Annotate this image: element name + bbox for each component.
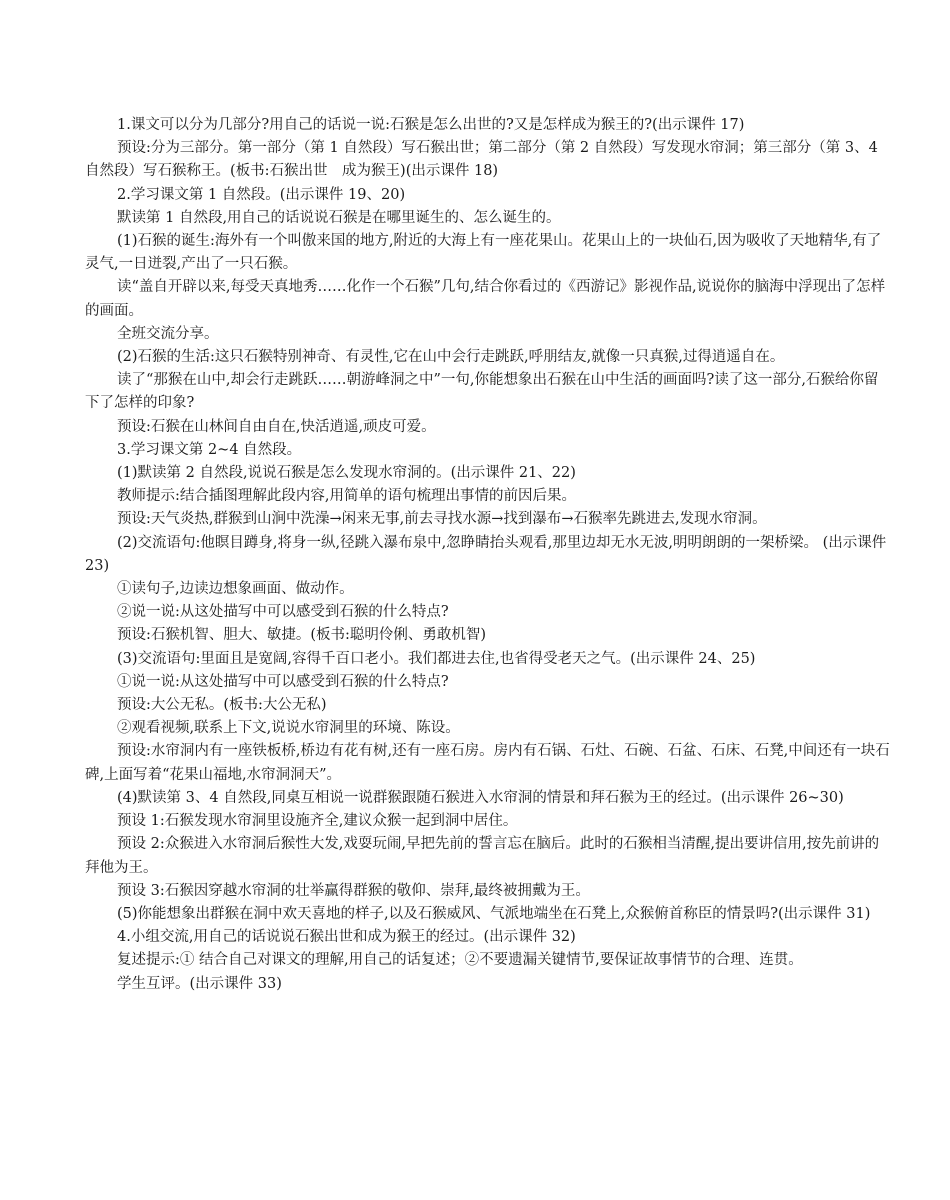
- paragraph-1: 1.课文可以分为几部分?用自己的话说一说:石猴是怎么出世的?又是怎样成为猴王的?(出示课件 17): [117, 117, 745, 133]
- paragraph-11: 3.学习课文第 2~4 自然段。: [117, 441, 302, 458]
- paragraph-12: (1)默读第 2 自然段,说说石猴是怎么发现水帘洞的。(出示课件 21、22): [117, 465, 576, 482]
- paragraph-21: 预设:大公无私。(板书:大公无私): [117, 697, 327, 714]
- paragraph-14: 预设:天气炎热,群猴到山涧中洗澡→闲来无事,前去寻找水源→找到瀑布→石猴率先跳进去,发现水帘洞。: [117, 511, 767, 528]
- paragraph-18: 预设:石猴机智、胆大、敏捷。(板书:聪明伶俐、勇敢机智): [117, 627, 487, 644]
- paragraph-25: 预设 1:石猴发现水帘洞里设施齐全,建议众猴一起到洞中居住。: [117, 813, 518, 830]
- paragraph-2: 预设:分为三部分。第一部分（第 1 自然段）写石猴出世；第二部分（第 2 自然段）写发现水帘洞；第三部分（第 3、4 自然段）写石猴称王。(板书:石猴出世 成为猴王)(出示课件 18): [85, 140, 878, 180]
- paragraph-22: ②观看视频,联系上下文,说说水帘洞里的环境、陈设。: [117, 720, 460, 737]
- paragraph-6: 读“盖自开辟以来,每受天真地秀……化作一个石猴”几句,结合你看过的《西游记》影视作品,说说你的脑海中浮现出了怎样的画面。: [85, 279, 886, 319]
- paragraph-28: (5)你能想象出群猴在洞中欢天喜地的样子,以及石猴威风、气派地端坐在石凳上,众猴俯首称臣的情景吗?(出示课件 31): [117, 905, 871, 922]
- paragraph-26: 预设 2:众猴进入水帘洞后猴性大发,戏耍玩闹,早把先前的誓言忘在脑后。此时的石猴相当清醒,提出要讲信用,按先前讲的拜他为王。: [85, 836, 880, 876]
- paragraph-8: (2)石猴的生活:这只石猴特别神奇、有灵性,它在山中会行走跳跃,呼朋结友,就像一只真猴,过得逍遥自在。: [117, 349, 785, 366]
- paragraph-16: ①读句子,边读边想象画面、做动作。: [117, 581, 354, 598]
- paragraph-20: ①说一说:从这处描写中可以感受到石猴的什么特点?: [117, 673, 449, 690]
- paragraph-9: 读了“那猴在山中,却会行走跳跃……朝游峰洞之中”一句,你能想象出石猴在山中生活的画面吗?读了这一部分,石猴给你留下了怎样的印象?: [85, 372, 879, 412]
- paragraph-3: 2.学习课文第 1 自然段。(出示课件 19、20): [117, 186, 406, 203]
- paragraph-17: ②说一说:从这处描写中可以感受到石猴的什么特点?: [117, 604, 449, 621]
- paragraph-19: (3)交流语句:里面且是宽阔,容得千百口老小。我们都进去住,也省得受老天之气。(出示课件 24、25): [117, 650, 756, 667]
- paragraph-29: 4.小组交流,用自己的话说说石猴出世和成为猴王的经过。(出示课件 32): [117, 929, 576, 946]
- paragraph-7: 全班交流分享。: [117, 325, 219, 342]
- paragraph-4: 默读第 1 自然段,用自己的话说说石猴是在哪里诞生的、怎么诞生的。: [117, 209, 561, 226]
- paragraph-10: 预设:石猴在山林间自由自在,快活逍遥,顽皮可爱。: [117, 418, 436, 435]
- paragraph-27: 预设 3:石猴因穿越水帘洞的壮举赢得群猴的敬仰、崇拜,最终被拥戴为王。: [117, 882, 590, 899]
- paragraph-31: 学生互评。(出示课件 33): [117, 975, 282, 992]
- paragraph-24: (4)默读第 3、4 自然段,同桌互相说一说群猴跟随石猴进入水帘洞的情景和拜石猴为王的经过。(出示课件 26~30): [117, 789, 844, 806]
- paragraph-13: 教师提示:结合插图理解此段内容,用简单的语句梳理出事情的前因后果。: [117, 488, 576, 505]
- paragraph-30: 复述提示:① 结合自己对课文的理解,用自己的话复述；②不要遗漏关键情节,要保证故事情节的合理、连贯。: [117, 952, 803, 969]
- paragraph-23: 预设:水帘洞内有一座铁板桥,桥边有花有树,还有一座石房。房内有石锅、石灶、石碗、石盆、石床、石凳,中间还有一块石碑,上面写着“花果山福地,水帘洞洞天”。: [85, 743, 890, 783]
- paragraph-15: (2)交流语句:他瞑目蹲身,将身一纵,径跳入瀑布泉中,忽睁睛抬头观看,那里边却无水无波,明明朗朗的一架桥梁。 (出示课件 23): [85, 534, 887, 574]
- paragraph-5: (1)石猴的诞生:海外有一个叫傲来国的地方,附近的大海上有一座花果山。花果山上的一块仙石,因为吸收了天地精华,有了灵气,一日迸裂,产出了一只石猴。: [85, 233, 882, 273]
